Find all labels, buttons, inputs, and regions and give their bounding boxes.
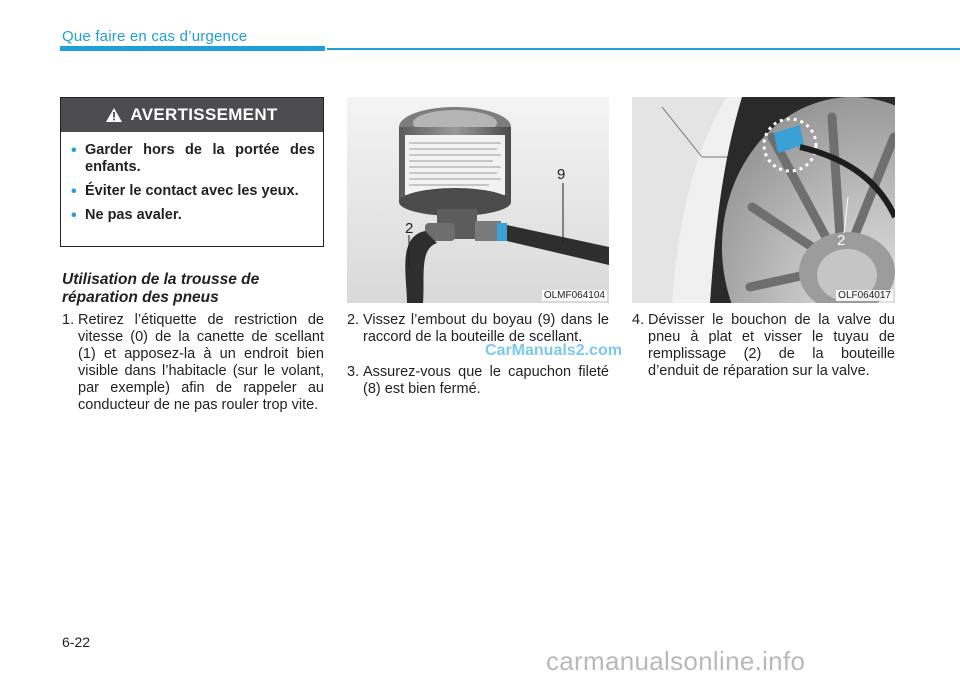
watermark-carmanualsonline: carmanualsonline.info: [546, 646, 806, 676]
callout-label: 2: [405, 220, 414, 237]
header-rule: [327, 48, 960, 50]
sealant-bottle-illustration: [347, 97, 609, 303]
section-title: Utilisation de la trousse de réparation des pneus: [62, 271, 260, 306]
warning-heading: AVERTISSEMENT: [130, 105, 278, 124]
watermark-carmanuals2: CarManuals2.com: [485, 342, 622, 359]
warning-triangle-icon: [106, 108, 122, 122]
step-4: 4. Dévisser le bouchon de la valve du pneu à plat et visser le tuyau de remplissage (2) de la bouteille d’enduit de réparation sur la valve.: [632, 312, 895, 379]
warning-item: • Ne pas avaler.: [71, 207, 182, 224]
callout-label: 9: [557, 166, 566, 183]
bullet-icon: •: [71, 142, 77, 159]
warning-list: [61, 132, 323, 224]
step-2: 2. Vissez l’embout du boyau (9) dans le raccord de la bouteille de scellant.: [347, 312, 609, 345]
page-header-title: Que faire en cas d’urgence: [62, 28, 248, 45]
warning-header: [61, 98, 323, 132]
warning-item: • Éviter le contact avec les yeux.: [71, 183, 299, 200]
header-accent-bar: [60, 46, 325, 51]
callout-label: 2: [837, 232, 846, 249]
figure-sealant-bottle: [347, 97, 609, 303]
page-number: 6-22: [62, 634, 91, 650]
bullet-icon: •: [71, 183, 77, 200]
figure-tire-valve: [632, 97, 895, 303]
warning-item: • Garder hors de la portée des enfants.: [71, 142, 315, 175]
step-3: 3. Assurez-vous que le capuchon fileté (8) est bien fermé.: [347, 364, 609, 397]
figure-code: OLF064017: [838, 290, 891, 301]
tire-valve-illustration: [632, 97, 895, 303]
step-1: 1. Retirez l’étiquette de restriction de vitesse (0) de la canette de scellant (1) et apposez-la à un endroit bien visible dans l’habitacle (sur le volant, par exemple) afin de rappeler au conducteur de ne pas rouler trop vite.: [62, 312, 324, 413]
bullet-icon: •: [71, 207, 77, 224]
figure-code: OLMF064104: [543, 290, 605, 301]
warning-box: [60, 97, 324, 247]
